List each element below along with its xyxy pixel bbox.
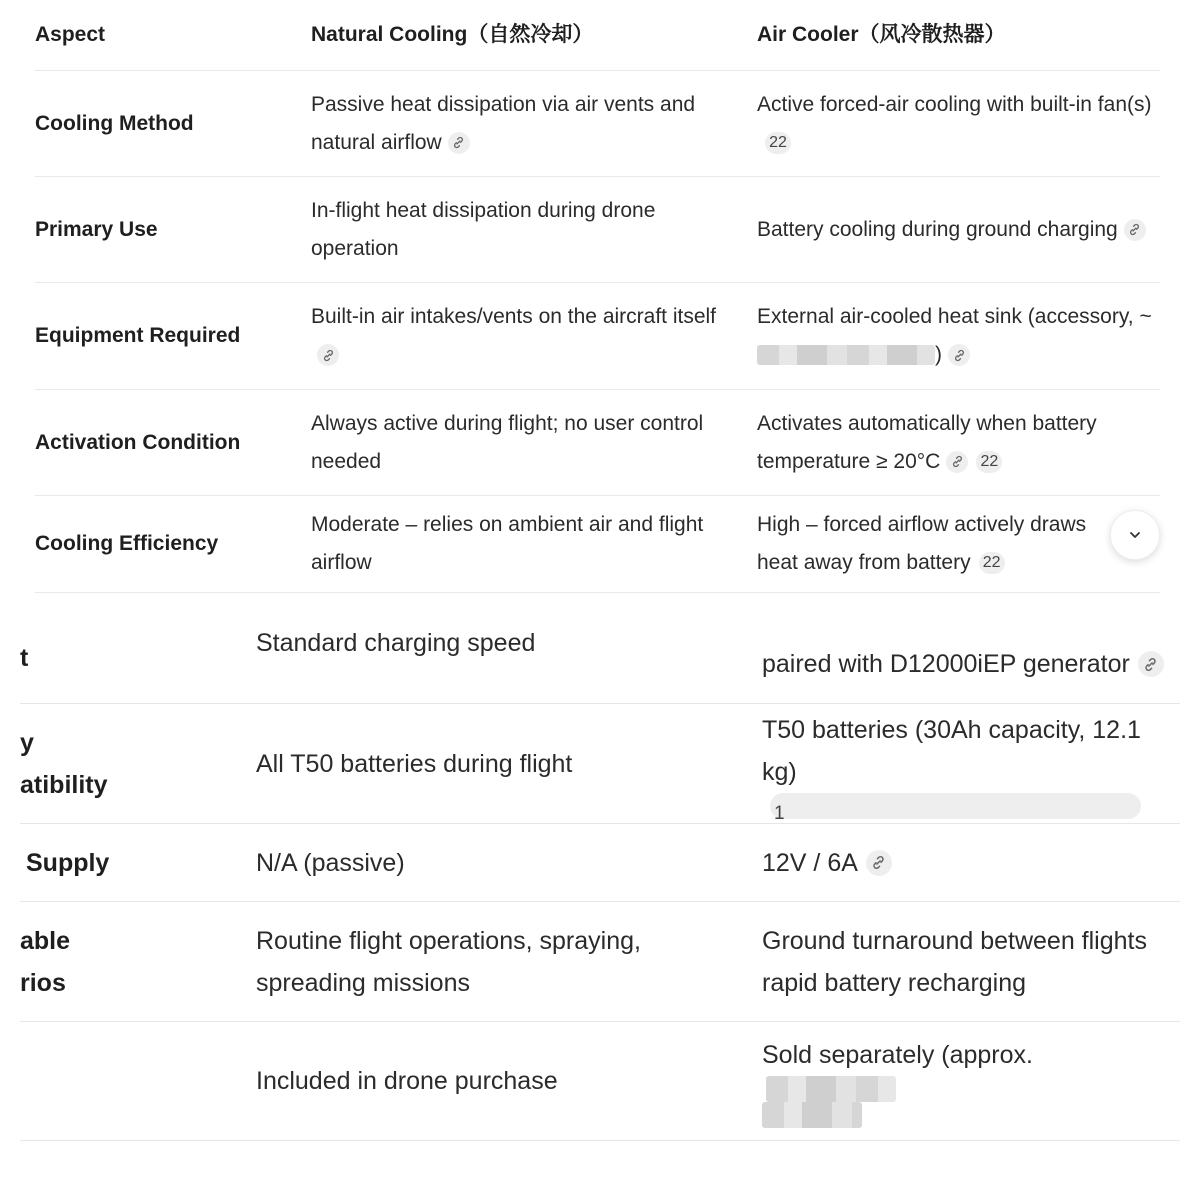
table-row <box>35 496 1160 593</box>
cooler-text: High – forced airflow actively draws heat away from battery <box>757 513 1087 574</box>
cooler-cell <box>762 1022 1180 1140</box>
link-icon[interactable] <box>1138 651 1164 677</box>
natural-cell <box>256 704 756 823</box>
cooler-cell <box>757 390 1160 495</box>
row-label-line: y <box>20 728 34 757</box>
table-header-row <box>35 0 1160 71</box>
natural-text: All T50 batteries during flight <box>256 749 573 778</box>
natural-text: Included in drone purchase <box>256 1067 558 1095</box>
cooler-cell <box>762 590 1180 703</box>
link-icon[interactable] <box>866 850 892 876</box>
cooler-text-suffix: ) <box>935 343 942 366</box>
chevron-down-icon <box>1127 527 1143 543</box>
cooler-cell <box>757 496 1160 592</box>
redacted-price <box>757 345 935 365</box>
row-label: Primary Use <box>35 217 158 241</box>
redacted-price <box>762 1102 862 1128</box>
cooler-line-1 <box>762 1034 1033 1102</box>
natural-cell <box>256 902 756 1021</box>
cooler-cell <box>757 283 1160 389</box>
cooler-text-wrap <box>757 405 1160 481</box>
row-label-lines <box>20 722 108 806</box>
row-label: Equipment Required <box>35 324 241 347</box>
natural-cell <box>311 390 757 495</box>
cooler-text-wrap <box>757 298 1160 374</box>
natural-text-wrap <box>311 86 737 162</box>
cooler-line-with-badge <box>762 751 1141 824</box>
table-row <box>35 71 1160 177</box>
link-icon[interactable] <box>948 344 970 366</box>
cooler-cell <box>762 704 1180 823</box>
natural-cell <box>311 496 757 592</box>
cooler-cell <box>757 177 1160 282</box>
citation-badge[interactable]: 22 <box>765 132 791 154</box>
natural-text-wrap <box>311 298 737 374</box>
natural-line: spreading missions <box>256 968 470 997</box>
cooler-text: 12V / 6A <box>762 848 858 877</box>
link-icon[interactable] <box>946 451 968 473</box>
natural-cell <box>256 1022 756 1140</box>
natural-text: N/A (passive) <box>256 848 405 877</box>
link-icon[interactable] <box>1124 219 1146 241</box>
row-label: Cooling Method <box>35 111 194 135</box>
row-label-line: rios <box>20 968 66 997</box>
citation-badge[interactable]: 22 <box>979 552 1005 574</box>
row-label <box>20 902 250 1021</box>
cooler-lines <box>762 920 1147 1004</box>
scroll-down-button[interactable] <box>1110 510 1160 560</box>
cooler-text-wrap <box>757 86 1160 162</box>
table-row <box>35 283 1160 390</box>
header-aspect: Aspect <box>35 23 106 46</box>
table-row <box>20 590 1180 704</box>
table-row <box>20 902 1180 1022</box>
cooler-text: External air-cooled heat sink (accessory, ~ <box>757 305 1152 328</box>
link-icon[interactable] <box>317 344 339 366</box>
redacted-price <box>766 1076 896 1102</box>
natural-text: In-flight heat dissipation during drone operation <box>311 198 656 260</box>
citation-badge[interactable]: 1 <box>770 793 1141 819</box>
row-label: Cooling Efficiency <box>35 532 219 555</box>
header-air-cooler: Air Cooler（风冷散热器） <box>757 23 1006 46</box>
row-label-lines <box>20 920 70 1004</box>
row-label <box>20 1022 250 1140</box>
cooler-line: kg) <box>762 757 797 786</box>
cooler-text: Battery cooling during ground charging <box>757 217 1118 241</box>
natural-text: Standard charging speed <box>256 629 536 657</box>
citation-badge[interactable]: 22 <box>976 451 1002 473</box>
row-label <box>20 704 250 823</box>
cooler-line: Ground turnaround between flights <box>762 926 1147 955</box>
comparison-table <box>35 0 1160 593</box>
natural-cell <box>311 177 757 282</box>
natural-cell <box>311 283 757 389</box>
cooler-lines <box>762 1034 1033 1128</box>
table-row <box>35 390 1160 496</box>
cooler-line-2 <box>762 1102 1033 1128</box>
header-natural-cooling: Natural Cooling（自然冷却） <box>311 23 594 46</box>
row-label: Activation Condition <box>35 430 241 454</box>
natural-text: Moderate – relies on ambient air and flight airflow <box>311 513 704 574</box>
cooler-line: rapid battery recharging <box>762 968 1027 997</box>
row-label <box>20 824 250 901</box>
row-label-line: atibility <box>20 770 108 799</box>
cooler-cell <box>762 824 1180 901</box>
row-label <box>20 590 250 703</box>
table-row <box>20 824 1180 902</box>
cooler-text-wrap <box>757 211 1146 249</box>
cooler-line: T50 batteries (30Ah capacity, 12.1 <box>762 715 1141 744</box>
natural-text: Always active during flight; no user control needed <box>311 411 704 473</box>
table-row <box>35 177 1160 283</box>
cooler-text-wrap <box>757 506 1120 582</box>
table-row <box>20 704 1180 824</box>
cooler-line: Sold separately (approx. <box>762 1041 1033 1069</box>
table-row <box>20 1022 1180 1141</box>
cooler-text: Active forced-air cooling with built-in fan(s) <box>757 92 1152 116</box>
cooler-text: paired with D12000iEP generator <box>762 650 1130 678</box>
natural-cell <box>256 824 756 901</box>
zoomed-table-section <box>20 590 1180 1200</box>
natural-text: Passive heat dissipation via air vents and natural airflow <box>311 92 696 154</box>
row-label-line: able <box>20 926 71 955</box>
link-icon[interactable] <box>448 132 470 154</box>
natural-cell <box>311 71 757 176</box>
natural-cell <box>256 590 756 703</box>
cooler-cell <box>762 902 1180 1021</box>
cooler-cell <box>757 71 1160 176</box>
cooler-lines <box>762 709 1141 824</box>
natural-line: Routine flight operations, spraying, <box>256 926 641 955</box>
cooler-text: Activates automatically when battery temperature ≥ 20°C <box>757 411 1097 473</box>
row-label-text: t <box>20 644 29 672</box>
natural-text: Built-in air intakes/vents on the aircraft itself <box>311 305 717 328</box>
row-label-text: Supply <box>26 848 110 877</box>
natural-lines <box>256 920 641 1004</box>
